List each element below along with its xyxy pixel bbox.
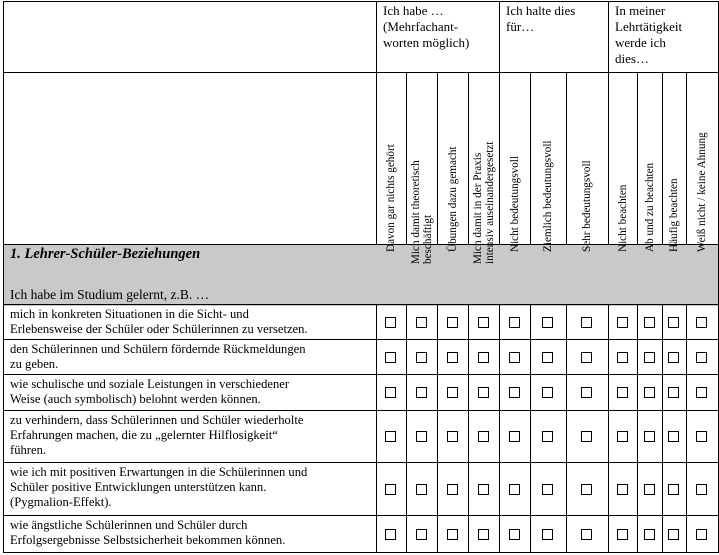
column-subheader-line: Häufig beachten bbox=[668, 178, 680, 252]
answer-column-rule bbox=[437, 304, 438, 553]
column-group-header-line: (Mehrfachant- bbox=[383, 19, 459, 34]
statement-text bbox=[10, 342, 374, 372]
answer-column-rule bbox=[406, 304, 407, 553]
row-rule bbox=[3, 462, 719, 463]
statement-line: wie ich mit positiven Erwartungen in die Schülerinnen und bbox=[10, 465, 308, 479]
statement-line: den Schülerinnen und Schülern fördernde Rückmeldungen bbox=[10, 342, 306, 356]
row-rule bbox=[3, 515, 719, 516]
answer-checkbox[interactable] bbox=[542, 431, 553, 442]
header-bottom-rule bbox=[3, 244, 719, 245]
answer-column-rule bbox=[566, 304, 567, 553]
column-subheader-line: Sehr bedeutungsvoll bbox=[581, 160, 593, 252]
answer-checkbox[interactable] bbox=[447, 387, 458, 398]
answer-checkbox[interactable] bbox=[644, 317, 655, 328]
answer-checkbox[interactable] bbox=[447, 484, 458, 495]
answer-column-rule bbox=[468, 304, 469, 553]
answer-column-rule bbox=[686, 304, 687, 553]
answer-checkbox[interactable] bbox=[385, 484, 396, 495]
column-subheader bbox=[637, 74, 662, 252]
column-subheader-line: Nicht beachten bbox=[616, 184, 629, 252]
column-subheader bbox=[437, 74, 468, 252]
column-subheader-label bbox=[617, 185, 629, 252]
statement-line: (Pygmalion-Effekt). bbox=[10, 495, 112, 509]
statement-line: Erfahrungen machen, die zu „gelernter Hilflosigkeit“ bbox=[10, 428, 278, 442]
statement-line: zu geben. bbox=[10, 357, 59, 371]
answer-checkbox[interactable] bbox=[478, 317, 489, 328]
answer-checkbox[interactable] bbox=[696, 317, 707, 328]
column-subheader-line: Ziemlich bedeutungsvoll bbox=[542, 140, 554, 252]
answer-checkbox[interactable] bbox=[668, 529, 679, 540]
answer-checkbox[interactable] bbox=[447, 352, 458, 363]
answer-checkbox[interactable] bbox=[696, 387, 707, 398]
column-subheader bbox=[530, 74, 566, 252]
statement-text bbox=[10, 307, 374, 337]
row-rule bbox=[3, 339, 719, 340]
column-subheader bbox=[468, 74, 499, 264]
answer-checkbox[interactable] bbox=[478, 484, 489, 495]
answer-checkbox[interactable] bbox=[644, 352, 655, 363]
answer-checkbox[interactable] bbox=[668, 317, 679, 328]
answer-checkbox[interactable] bbox=[581, 387, 592, 398]
column-subheader bbox=[406, 74, 437, 264]
column-subheader-label bbox=[668, 178, 680, 252]
column-subheader-line: Ab und zu beachten bbox=[643, 162, 656, 252]
answer-checkbox[interactable] bbox=[416, 484, 427, 495]
answer-column-rule bbox=[608, 304, 609, 553]
answer-checkbox[interactable] bbox=[617, 484, 628, 495]
answer-checkbox[interactable] bbox=[581, 484, 592, 495]
column-subheader bbox=[662, 74, 686, 252]
statement-text bbox=[10, 465, 374, 510]
answer-checkbox[interactable] bbox=[668, 431, 679, 442]
answer-checkbox[interactable] bbox=[542, 529, 553, 540]
column-subheader-line: Nicht bedeutungsvoll bbox=[508, 155, 521, 252]
answer-checkbox[interactable] bbox=[542, 484, 553, 495]
section-title: 1. Lehrer-Schüler-Beziehungen bbox=[10, 246, 201, 262]
answer-column-rule bbox=[637, 304, 638, 553]
column-group-header bbox=[506, 3, 575, 35]
answer-checkbox[interactable] bbox=[668, 387, 679, 398]
statement-line: führen. bbox=[10, 443, 47, 457]
header-divider bbox=[3, 72, 719, 73]
row-rule bbox=[3, 374, 719, 375]
statement-text bbox=[10, 518, 374, 548]
column-subheader-label bbox=[696, 132, 708, 252]
answer-checkbox[interactable] bbox=[447, 529, 458, 540]
column-group-header-line: Ich habe … bbox=[383, 3, 444, 18]
column-group-header-line: worten möglich) bbox=[383, 35, 470, 50]
answer-checkbox[interactable] bbox=[668, 484, 679, 495]
column-group-header-line: werde ich bbox=[615, 35, 666, 50]
column-subheader-line: Mich damit in der Praxis bbox=[471, 152, 484, 264]
answer-checkbox[interactable] bbox=[644, 484, 655, 495]
answer-checkbox[interactable] bbox=[617, 352, 628, 363]
column-subheader-line: Übungen dazu gemacht bbox=[446, 146, 459, 252]
answer-checkbox[interactable] bbox=[617, 317, 628, 328]
answer-checkbox[interactable] bbox=[696, 352, 707, 363]
answer-checkbox[interactable] bbox=[509, 484, 520, 495]
column-group-header-line: für… bbox=[506, 19, 535, 34]
answer-checkbox[interactable] bbox=[385, 317, 396, 328]
statement-line: Weise (auch symbolisch) belohnt werden können. bbox=[10, 392, 261, 406]
statement-line: wie ängstliche Schülerinnen und Schüler durch bbox=[10, 518, 248, 532]
answer-checkbox[interactable] bbox=[416, 387, 427, 398]
column-subheader-label bbox=[509, 156, 521, 252]
answer-checkbox[interactable] bbox=[696, 431, 707, 442]
column-group-header-line: dies… bbox=[615, 51, 649, 66]
answer-checkbox[interactable] bbox=[385, 431, 396, 442]
column-subheader bbox=[376, 74, 406, 252]
answer-checkbox[interactable] bbox=[478, 529, 489, 540]
statement-line: Erfolgsergebnisse Selbstsicherheit bekommen können. bbox=[10, 533, 286, 547]
statement-line: wie schulische und soziale Leistungen in verschiedener bbox=[10, 377, 290, 391]
column-subheader bbox=[686, 74, 718, 252]
answer-checkbox[interactable] bbox=[696, 484, 707, 495]
column-subheader-label bbox=[542, 140, 554, 252]
answer-checkbox[interactable] bbox=[447, 317, 458, 328]
answer-checkbox[interactable] bbox=[542, 317, 553, 328]
column-subheader bbox=[566, 74, 608, 252]
answer-checkbox[interactable] bbox=[581, 529, 592, 540]
answer-checkbox[interactable] bbox=[385, 352, 396, 363]
statement-text bbox=[10, 377, 374, 407]
column-subheader-label bbox=[472, 141, 496, 264]
answer-checkbox[interactable] bbox=[581, 431, 592, 442]
answer-checkbox[interactable] bbox=[509, 317, 520, 328]
column-group-header-line: Ich halte dies bbox=[506, 3, 576, 18]
column-subheader bbox=[608, 74, 637, 252]
answer-checkbox[interactable] bbox=[617, 431, 628, 442]
answer-checkbox[interactable] bbox=[478, 352, 489, 363]
column-subheader-line: Weiß nicht / keine Ahnung bbox=[696, 132, 708, 252]
answer-column-rule bbox=[530, 304, 531, 553]
answer-checkbox[interactable] bbox=[581, 317, 592, 328]
column-subheader-line: Davon gar nichts gehört bbox=[385, 144, 397, 252]
column-subheader-line: beschäftigt bbox=[421, 214, 434, 264]
answer-column-rule bbox=[376, 304, 377, 553]
statement-line: zu verhindern, dass Schülerinnen und Schüler wiederholte bbox=[10, 413, 304, 427]
row-rule bbox=[3, 552, 719, 553]
answer-checkbox[interactable] bbox=[509, 529, 520, 540]
answer-checkbox[interactable] bbox=[668, 352, 679, 363]
answer-checkbox[interactable] bbox=[509, 352, 520, 363]
column-subheader-label bbox=[644, 163, 656, 252]
answer-checkbox[interactable] bbox=[416, 431, 427, 442]
column-subheader-label bbox=[385, 144, 397, 252]
column-group-header-line: In meiner bbox=[615, 3, 666, 18]
answer-checkbox[interactable] bbox=[617, 529, 628, 540]
answer-checkbox[interactable] bbox=[385, 387, 396, 398]
column-group-header-line: Lehrtätigkeit bbox=[615, 19, 683, 34]
column-group-header bbox=[383, 3, 469, 51]
answer-column-rule bbox=[662, 304, 663, 553]
column-subheader-line: intensiv auseinandergesetzt bbox=[483, 141, 496, 264]
answer-checkbox[interactable] bbox=[385, 529, 396, 540]
column-subheader-label bbox=[410, 160, 434, 264]
answer-checkbox[interactable] bbox=[509, 387, 520, 398]
answer-checkbox[interactable] bbox=[617, 387, 628, 398]
answer-checkbox[interactable] bbox=[644, 529, 655, 540]
answer-checkbox[interactable] bbox=[644, 431, 655, 442]
answer-checkbox[interactable] bbox=[416, 352, 427, 363]
answer-checkbox[interactable] bbox=[542, 352, 553, 363]
answer-checkbox[interactable] bbox=[416, 317, 427, 328]
statement-text bbox=[10, 413, 374, 458]
statement-line: Erlebensweise der Schüler oder Schülerinnen zu versetzen. bbox=[10, 322, 308, 336]
column-group-header bbox=[615, 3, 682, 67]
statement-line: mich in konkreten Situationen in die Sicht- und bbox=[10, 307, 249, 321]
row-rule bbox=[3, 410, 719, 411]
row-rule bbox=[3, 304, 719, 305]
answer-checkbox[interactable] bbox=[447, 431, 458, 442]
answer-checkbox[interactable] bbox=[542, 387, 553, 398]
statement-line: Schüler positive Entwicklungen unterstützen kann. bbox=[10, 480, 267, 494]
answer-checkbox[interactable] bbox=[644, 387, 655, 398]
table-border-top bbox=[3, 1, 719, 2]
column-subheader bbox=[499, 74, 530, 252]
answer-checkbox[interactable] bbox=[416, 529, 427, 540]
answer-checkbox[interactable] bbox=[478, 431, 489, 442]
answer-column-rule bbox=[499, 304, 500, 553]
answer-checkbox[interactable] bbox=[696, 529, 707, 540]
column-subheader-line: Mich damit theoretisch bbox=[409, 160, 422, 264]
answer-checkbox[interactable] bbox=[509, 431, 520, 442]
answer-checkbox[interactable] bbox=[478, 387, 489, 398]
table-border-left bbox=[3, 1, 4, 553]
answer-checkbox[interactable] bbox=[581, 352, 592, 363]
section-intro: Ich habe im Studium gelernt, z.B. … bbox=[10, 287, 210, 302]
column-subheader-label bbox=[447, 146, 459, 252]
column-subheader-label bbox=[581, 160, 593, 252]
